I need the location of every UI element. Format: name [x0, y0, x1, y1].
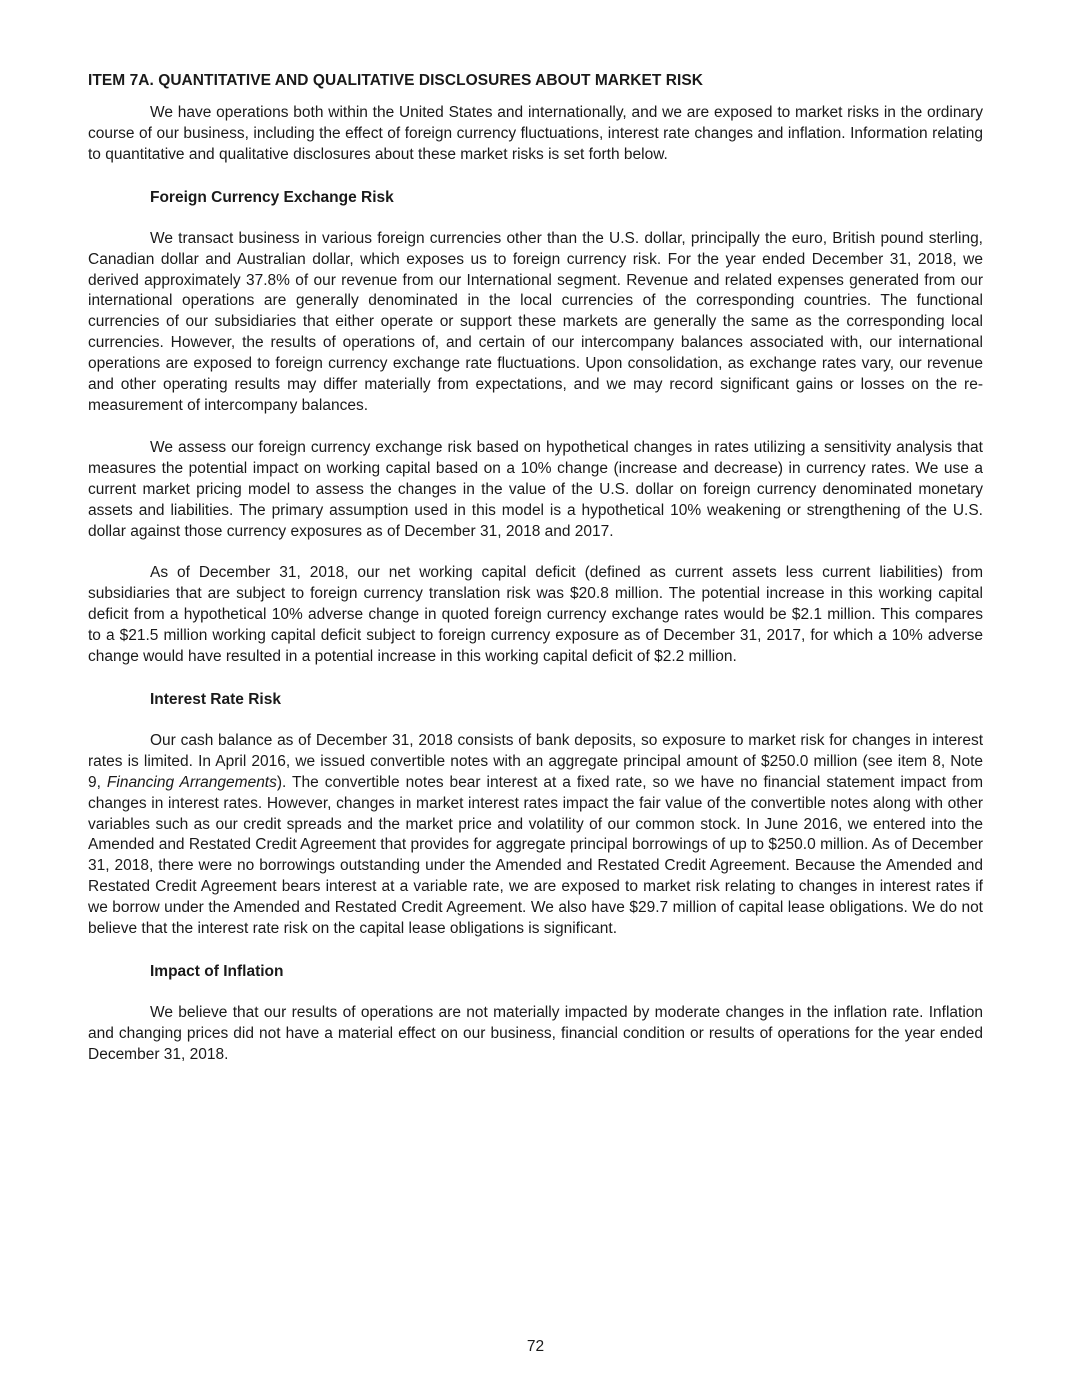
interest-rate-heading: Interest Rate Risk — [150, 690, 281, 708]
foreign-currency-paragraph-1: We transact business in various foreign currencies other than the U.S. dollar, principally the euro, British pound sterling, Canadian dollar and Australian dollar, which exposes us to foreign currency risk. For the year ended December 31, 2018, we derived approximately 37.8% of our revenue from our International segment. Revenue and related expenses generated from our international operations are generally denominated in the local currencies of the corresponding countries. The functional currencies of our subsidiaries that either operate or support these markets are generally the same as the corresponding local currencies. However, the results of operations of, and certain of our intercompany balances associated with, our international operations are exposed to foreign currency exchange rate fluctuations. Upon consolidation, as exchange rates vary, our revenue and other operating results may differ materially from expectations, and we may record significant gains or losses on the re-measurement of intercompany balances. — [88, 229, 983, 414]
inflation-paragraph: We believe that our results of operations are not materially impacted by moderate changes in the inflation rate. Inflation and changing prices did not have a material effect on our business, financial condition or results of operations for the year ended December 31, 2018. — [88, 1004, 983, 1063]
inflation-heading: Impact of Inflation — [150, 963, 284, 980]
interest-rate-text-end: ). The convertible notes bear interest at a fixed rate, so we have no financial statement impact from changes in interest rates. However, changes in market interest rates impact the fair value of the convertible notes along with other variables such as our credit spreads and the market price and volatility of our common stock. In June 2016, we entered into the Amended and Restated Credit Agreement that provides for aggregate principal borrowings of up to $250.0 million. As of December 31, 2018, there were no borrowings outstanding under the Amended and Restated Credit Agreement. Because the Amended and Restated Credit Agreement bears interest at a variable rate, we are exposed to market risk relating to changes in interest rates if we borrow under the Amended and Restated Credit Agreement. We also have $29.7 million of capital lease obligations. We do not believe that the interest rate risk on the capital lease obligations is significant. — [88, 773, 983, 938]
foreign-currency-heading: Foreign Currency Exchange Risk — [150, 188, 394, 206]
financing-arrangements-reference: Financing Arrangements — [106, 773, 277, 791]
document-page — [88, 70, 983, 1087]
foreign-currency-paragraph-3: As of December 31, 2018, our net working capital deficit (defined as current assets less current liabilities) from subsidiaries that are subject to foreign currency translation risk was $20.8 million. The potential increase in this working capital deficit from a hypothetical 10% adverse change in quoted foreign currency exchange rates would be $2.1 million. This compares to a $21.5 million working capital deficit subject to foreign currency exposure as of December 31, 2017, for which a 10% adverse change would have resulted in a potential increase in this working capital deficit of $2.2 million. — [88, 564, 983, 666]
intro-paragraph: We have operations both within the United States and internationally, and we are exposed to market risks in the ordinary course of our business, including the effect of foreign currency fluctuations, interest rate changes and inflation. Information relating to quantitative and qualitative disclosures about these market risks is set forth below. — [88, 104, 983, 163]
foreign-currency-paragraph-2: We assess our foreign currency exchange risk based on hypothetical changes in rates utilizing a sensitivity analysis that measures the potential impact on working capital based on a 10% change (increase and decrease) in currency rates. We use a current market pricing model to assess the changes in the value of the U.S. dollar on foreign currency denominated monetary assets and liabilities. The primary assumption used in this model is a hypothetical 10% weakening or strengthening of the U.S. dollar against those currency exposures as of December 31, 2018 and 2017. — [88, 438, 983, 540]
page-number: 72 — [526, 1338, 545, 1355]
interest-rate-text-start: Our cash balance as of December 31, 2018 consists of bank deposits, so exposure to market risk for changes in interest rates is limited. In April 2016, we issued convertible notes with an aggregate principal amount of $250.0 million (see item 8, Note 9, — [88, 731, 983, 791]
interest-rate-paragraph — [88, 731, 983, 940]
section-heading: ITEM 7A. QUANTITATIVE AND QUALITATIVE DISCLOSURES ABOUT MARKET RISK — [88, 72, 704, 89]
